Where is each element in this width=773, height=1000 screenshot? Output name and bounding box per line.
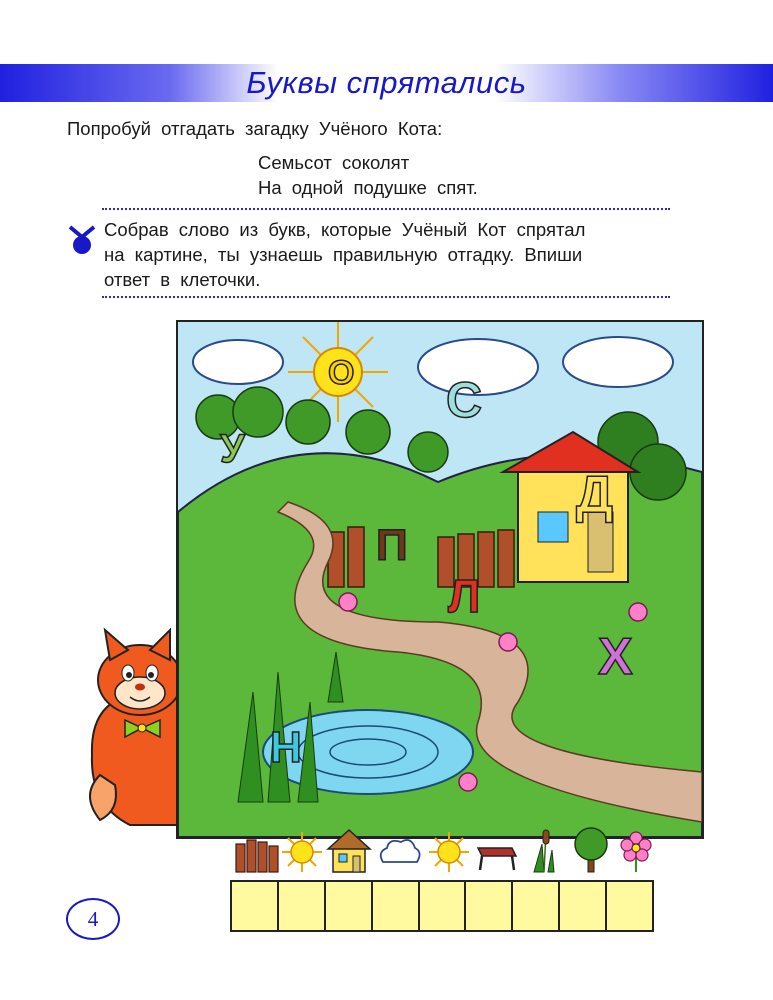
task-line-2: на картине, ты узнаешь правильную отгадку. Впиши: [104, 244, 583, 265]
answer-cell[interactable]: [371, 880, 420, 932]
cat-illustration: [70, 625, 192, 830]
answer-cell[interactable]: [605, 880, 654, 932]
letter-o: О: [328, 354, 355, 392]
tree-icon: [567, 822, 615, 874]
svg-text:Л: Л: [448, 570, 481, 622]
divider-bottom: [102, 296, 670, 298]
riddle-line-2: На одной подушке спят.: [258, 177, 478, 198]
svg-text:Н: Н: [270, 723, 302, 772]
hidden-letters-picture: [176, 320, 704, 839]
answer-cell[interactable]: [418, 880, 467, 932]
page-title: Буквы спрятались: [246, 65, 527, 100]
answer-cell[interactable]: [558, 880, 607, 932]
cloud-icon: [375, 822, 423, 874]
flower-icon: [612, 822, 660, 874]
house-icon: [325, 822, 373, 874]
answer-cells: [232, 880, 654, 932]
fence-icon: [232, 822, 280, 874]
page-number: 4: [66, 898, 120, 940]
bench-icon: [472, 822, 520, 874]
answer-cell[interactable]: [464, 880, 513, 932]
svg-text:П: П: [376, 521, 408, 570]
task-line-3: ответ в клеточки.: [104, 269, 261, 290]
sun-icon-2: [425, 822, 473, 874]
task-marker-icon: [67, 224, 97, 256]
answer-cell[interactable]: [230, 880, 279, 932]
answer-cell[interactable]: [324, 880, 373, 932]
svg-text:Х: Х: [598, 628, 633, 686]
intro-text: Попробуй отгадать загадку Учёного Кота:: [67, 118, 443, 139]
svg-text:Д: Д: [576, 466, 614, 524]
riddle-line-1: Семьсот соколят: [258, 152, 410, 173]
svg-text:У: У: [220, 427, 245, 471]
answer-cell[interactable]: [511, 880, 560, 932]
answer-cell[interactable]: [277, 880, 326, 932]
divider-top: [102, 208, 670, 210]
svg-text:С: С: [446, 372, 483, 428]
cattail-icon: [520, 822, 568, 874]
sun-icon: [278, 822, 326, 874]
task-line-1: Собрав слово из букв, которые Учёный Кот спрятал: [104, 219, 586, 240]
